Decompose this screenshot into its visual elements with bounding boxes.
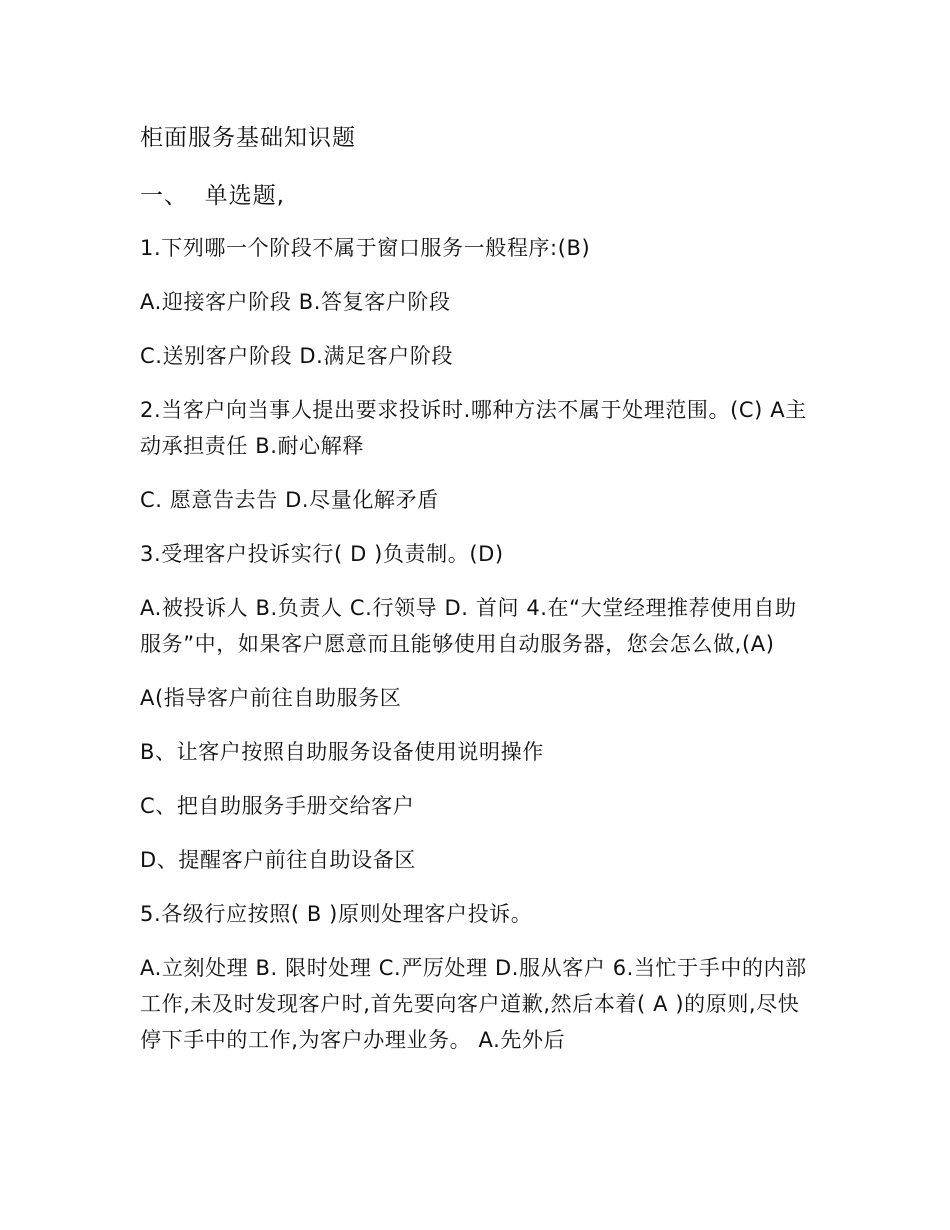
paragraph-q2-options-cd: C. 愿意告去告 D.尽量化解矛盾: [140, 488, 439, 512]
paragraph-q2: 2.当客户向当事人提出要求投诉时.哪种方法不属于处理范围。(C) A主动承担责任 B.耐心解释: [140, 398, 807, 458]
paragraph-q5-options-and-q6: A.立刻处理 B. 限时处理 C.严厉处理 D.服从客户 6.当忙于手中的内部工作,未及时发现客户时,首先要向客户道歉,然后本着( A )的原则,尽快停下手中的工作,为客户办理业务。 A.先外后: [140, 956, 807, 1052]
paragraph-q3: 3.受理客户投诉实行( D )负责制。(D): [140, 542, 504, 566]
document-title: 柜面服务基础知识题: [140, 125, 356, 151]
paragraph-q3-options-and-q4: A.被投诉人 B.负责人 C.行领导 D. 首问 4.在“大堂经理推荐使用自助服务”中，如果客户愿意而且能够使用自动服务器，您会怎么做,(A): [140, 596, 797, 656]
paragraph-q1: 1.下列哪一个阶段不属于窗口服务一般程序:(B): [140, 236, 591, 260]
paragraph-q5: 5.各级行应按照( B )原则处理客户投诉。: [140, 902, 533, 926]
section-heading: 一、 单选题,: [140, 183, 285, 209]
paragraph-q1-options-cd: C.送别客户阶段 D.满足客户阶段: [140, 344, 454, 368]
paragraph-q1-options-ab: A.迎接客户阶段 B.答复客户阶段: [140, 290, 451, 314]
paragraph-q4-option-a: A(指导客户前往自助服务区: [140, 686, 402, 710]
paragraph-q4-option-b: B、让客户按照自助服务设备使用说明操作: [140, 740, 544, 764]
document-body: [140, 118, 810, 1058]
paragraph-q4-option-d: D、提醒客户前往自助设备区: [140, 848, 416, 872]
paragraph-q4-option-c: C、把自助服务手册交给客户: [140, 794, 415, 818]
